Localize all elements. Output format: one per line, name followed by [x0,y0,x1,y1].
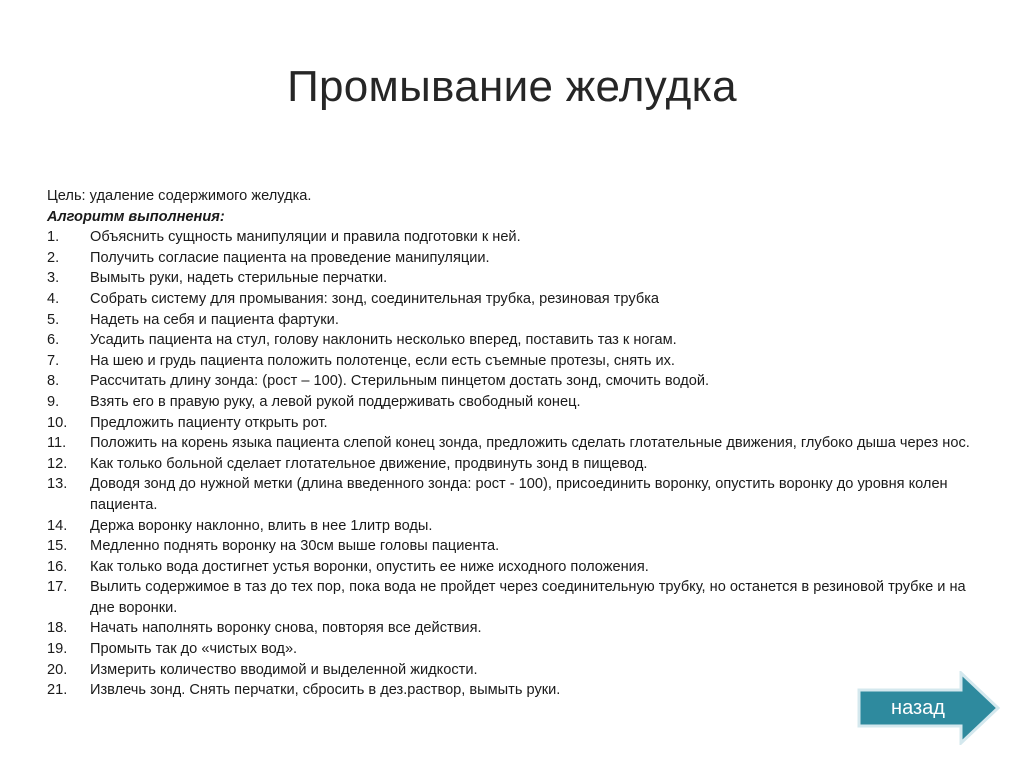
step-text: Держа воронку наклонно, влить в нее 1литр воды. [90,517,433,534]
step-text: Положить на корень языка пациента слепой конец зонда, предложить сделать глотательные движения, глубоко дыша через нос. [90,435,970,452]
step-number: 21. [47,682,68,699]
list-item [47,557,977,578]
list-item [47,454,977,475]
back-button-label: назад [891,697,945,719]
step-number: 17. [47,579,68,596]
step-text: Получить согласие пациента на проведение манипуляции. [90,249,490,266]
list-item [47,371,977,392]
step-number: 4. [47,290,60,307]
step-text: Извлечь зонд. Снять перчатки, сбросить в дез.раствор, вымыть руки. [90,682,561,699]
step-number: 19. [47,641,68,658]
list-item [47,577,977,618]
step-text: Как только больной сделает глотательное движение, продвинуть зонд в пищевод. [90,455,648,472]
list-item [47,474,977,515]
step-number: 8. [47,373,60,390]
back-button[interactable] [857,671,1001,745]
step-text: Усадить пациента на стул, голову наклонить несколько вперед, поставить таз к ногам. [90,332,677,349]
step-text: Вымыть руки, надеть стерильные перчатки. [90,270,388,287]
list-item [47,433,977,454]
list-item [47,289,977,310]
slide-content [47,186,977,701]
list-item [47,639,977,660]
list-item [47,227,977,248]
step-number: 10. [47,414,68,431]
step-text: На шею и грудь пациента положить полотенце, если есть съемные протезы, снять их. [90,352,675,369]
step-number: 18. [47,620,68,637]
list-item [47,413,977,434]
step-number: 1. [47,229,60,246]
list-item [47,516,977,537]
step-text: Медленно поднять воронку на 30см выше головы пациента. [90,538,500,555]
list-item [47,248,977,269]
step-number: 16. [47,558,68,575]
list-item [47,680,977,701]
step-number: 5. [47,311,60,328]
step-text: Как только вода достигнет устья воронки, опустить ее ниже исходного положения. [90,558,649,575]
step-text: Вылить содержимое в таз до тех пор, пока вода не пройдет через соединительную трубку, но останется в резиновой трубке и на дне воронки. [90,579,966,616]
list-item [47,392,977,413]
step-text: Доводя зонд до нужной метки (длина введенного зонда: рост - 100), присоединить воронку, опустить воронку до уровня колен пациента. [90,476,948,513]
goal-text: Цель: удаление содержимого желудка. [47,188,312,204]
step-text: Рассчитать длину зонда: (рост – 100). Стерильным пинцетом достать зонд, смочить водой. [90,373,710,390]
list-item [47,351,977,372]
step-text: Взять его в правую руку, а левой рукой поддерживать свободный конец. [90,393,581,410]
step-text: Надеть на себя и пациента фартуки. [90,311,339,328]
step-text: Собрать систему для промывания: зонд, соединительная трубка, резиновая трубка [90,290,660,307]
list-item [47,618,977,639]
algorithm-heading: Алгоритм выполнения: [47,208,225,225]
step-text: Промыть так до «чистых вод». [90,641,298,658]
step-number: 2. [47,249,60,266]
list-item [47,268,977,289]
step-number: 15. [47,538,68,555]
list-item [47,660,977,681]
step-text: Начать наполнять воронку снова, повторяя все действия. [90,620,482,637]
list-item [47,310,977,331]
step-text: Объяснить сущность манипуляции и правила подготовки к ней. [90,229,521,246]
step-number: 9. [47,393,60,410]
step-number: 7. [47,352,60,369]
step-number: 14. [47,517,68,534]
step-number: 11. [47,435,67,452]
step-number: 3. [47,270,60,287]
step-number: 12. [47,455,68,472]
list-item [47,536,977,557]
slide-title: Промывание желудка [287,62,737,111]
list-item [47,330,977,351]
step-number: 6. [47,332,60,349]
step-number: 13. [47,476,68,493]
step-text: Измерить количество вводимой и выделенной жидкости. [90,661,478,678]
step-text: Предложить пациенту открыть рот. [90,414,328,431]
steps-list [47,227,977,701]
step-number: 20. [47,661,68,678]
